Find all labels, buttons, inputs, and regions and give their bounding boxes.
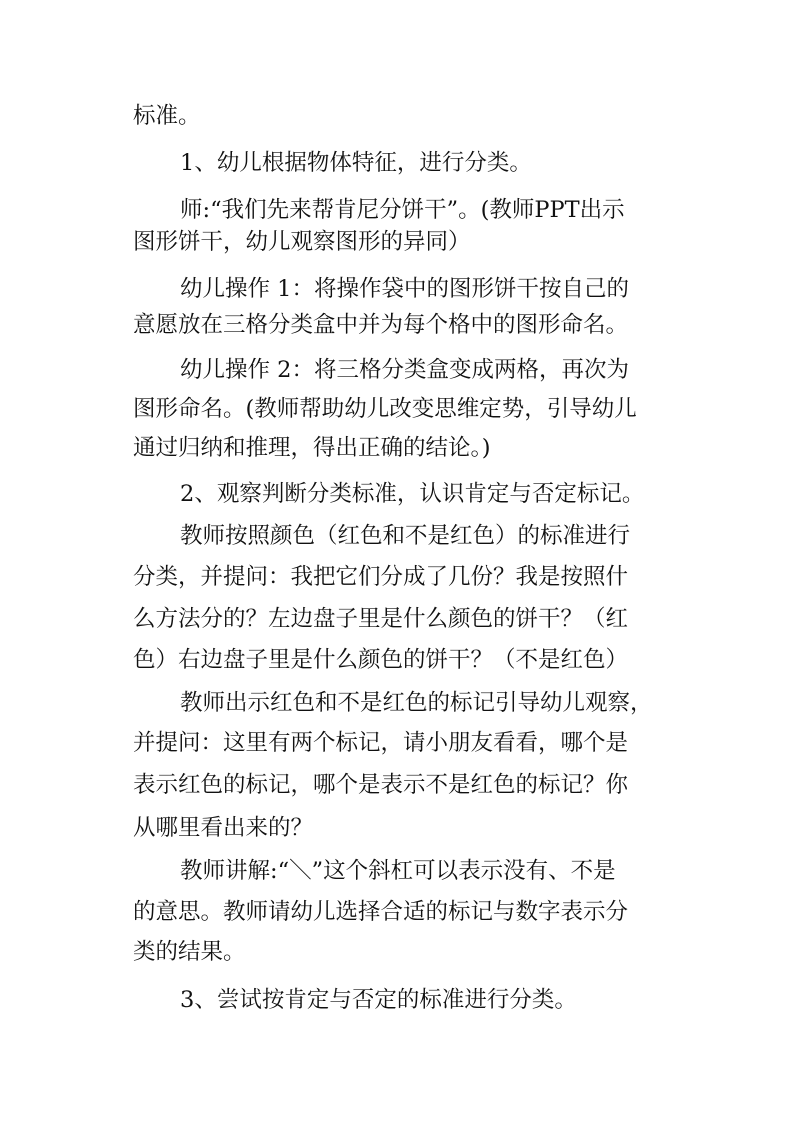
paragraph-line: 色）右边盘子里是什么颜色的饼干？（不是红色）	[133, 647, 629, 673]
paragraph-line: 师:“我们先来帮肯尼分饼干”。(教师PPT出示	[180, 197, 625, 223]
paragraph-line: 类的结果。	[133, 939, 246, 965]
paragraph-line: 幼儿操作 2：将三格分类盒变成两格，再次为	[180, 357, 629, 383]
section-heading: 3、尝试按肯定与否定的标准进行分类。	[180, 987, 577, 1013]
section-heading: 2、观察判断分类标准，认识肯定与否定标记。	[180, 481, 645, 507]
paragraph-line: 么方法分的？左边盘子里是什么颜色的饼干？（红	[133, 606, 629, 632]
paragraph-line: 表示红色的标记，哪个是表示不是红色的标记？你	[133, 772, 629, 798]
paragraph-line: 教师讲解:“＼”这个斜杠可以表示没有、不是	[180, 858, 616, 884]
paragraph-line: 教师出示红色和不是红色的标记引导幼儿观察，	[180, 690, 653, 716]
paragraph-line: 分类，并提问：我把它们分成了几份？我是按照什	[133, 564, 629, 590]
paragraph-line: 图形饼干，幼儿观察图形的异同）	[133, 229, 471, 255]
text-line: 标准。	[133, 103, 201, 129]
paragraph-line: 图形命名。(教师帮助幼儿改变思维定势，引导幼儿	[133, 396, 637, 422]
paragraph-line: 并提问：这里有两个标记，请小朋友看看，哪个是	[133, 730, 629, 756]
paragraph-line: 教师按照颜色（红色和不是红色）的标准进行	[180, 523, 631, 549]
paragraph-line: 从哪里看出来的？	[133, 815, 314, 841]
paragraph-line: 通过归纳和推理，得出正确的结论。)	[133, 435, 491, 461]
paragraph-line: 幼儿操作 1：将操作袋中的图形饼干按自己的	[180, 276, 629, 302]
paragraph-line: 意愿放在三格分类盒中并为每个格中的图形命名。	[133, 312, 629, 338]
paragraph-line: 的意思。教师请幼儿选择合适的标记与数字表示分	[133, 899, 629, 925]
section-heading: 1、幼儿根据物体特征，进行分类。	[180, 150, 532, 176]
